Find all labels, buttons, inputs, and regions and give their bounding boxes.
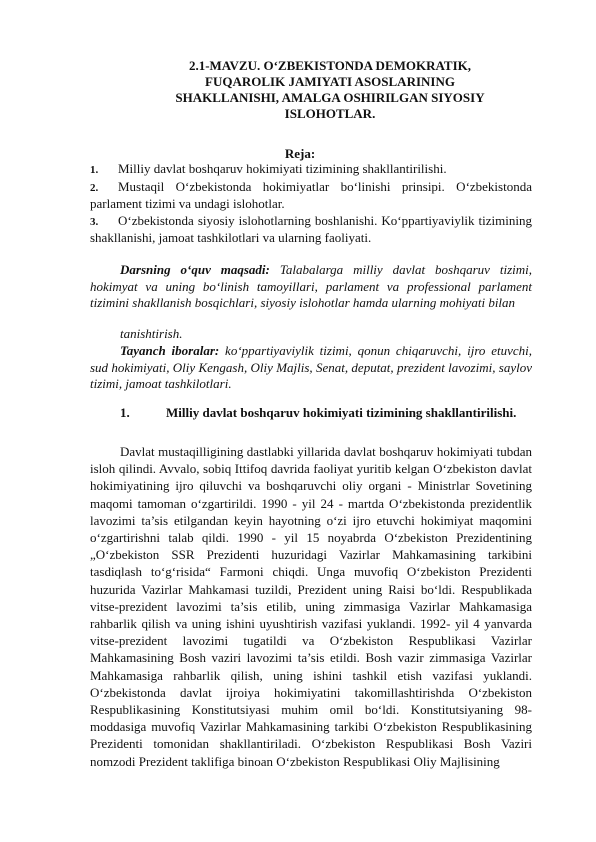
- plan-item-text: Milliy davlat boshqaruv hokimiyati tizimining shakllantirilishi.: [118, 161, 447, 176]
- key-terms: [90, 343, 532, 393]
- section-title: Milliy davlat boshqaruv hokimiyati tizimining shakllantirilishi.: [166, 405, 517, 420]
- plan-heading: Reja:: [284, 146, 316, 161]
- title-line-4: ISLOHOTLAR.: [284, 106, 376, 121]
- plan-item-text: Mustaqil O‘zbekistonda hokimiyatlar bo‘linishi prinsipi. O‘zbekistonda parlament tizimi va undagi islohotlar.: [90, 178, 532, 211]
- title-line-1: 2.1-MAVZU. O‘ZBEKISTONDA DEMOKRATIK,: [188, 58, 472, 73]
- plan-item-number: 2.: [90, 181, 99, 194]
- plan-item: [90, 179, 532, 213]
- title-line-3: SHAKLLANISHI, AMALGA OSHIRILGAN SIYOSIY: [175, 90, 485, 105]
- section-number: 1.: [120, 405, 130, 420]
- key-terms-label: Tayanch iboralar:: [120, 343, 220, 358]
- learning-goal-label: Darsning o‘quv maqsadi:: [120, 262, 270, 277]
- plan-item-text: O‘zbekistonda siyosiy islohotlarning boshlanishi. Ko‘ppartiyaviylik tizimining shakllanishi, jamoat tashkilotlari va ularning faoliyati.: [90, 212, 532, 245]
- learning-goal: [90, 262, 532, 312]
- learning-goal-tail: tanishtirish.: [120, 326, 183, 341]
- topic-title: [160, 58, 500, 122]
- plan-item: [90, 161, 532, 179]
- learning-goal-text: Talabalarga milliy davlat boshqaruv tizimi, hokimyat va uning bo‘linish tamoyillari, parlament va professional parlament tizimini shakllanish bosqichlari, siyosiy islohotlar hamda ularning mohiyati bilan: [90, 262, 533, 310]
- plan-item-number: 1.: [90, 164, 99, 176]
- plan-item-number: 3.: [90, 215, 99, 228]
- key-terms-text: ko‘ppartiyaviylik tizimi, qonun chiqaruvchi, ijro etuvchi, sud hokimiyati, Oliy Kengash, Oliy Majlis, Senat, deputat, prezident lavozimi, saylov tizimi, jamoat tashkilotlari.: [90, 343, 532, 391]
- title-line-2: FUQAROLIK JAMIYATI ASOSLARINING: [205, 74, 455, 89]
- section-heading: [120, 405, 550, 421]
- body-paragraph: Davlat mustaqilligining dastlabki yillarida davlat boshqaruv hokimiyati tubdan isloh qilindi. Avvalo, sobiq Ittifoq davrida faoliyat yuritib kelgan O‘zbekiston davlat hokimiyatining ijro qiluvchi va boshqaruvchi oliy organi - Ministrlar Sovetining maqomi tamoman o‘zgartirildi. 1990 - yil 24 - martda O‘zbekistonda prezidentlik lavozimi ta’sis etilgandan keyin hayotning o‘zi ijro etuvchi hokimiyat maqomini o‘zgartirishni talab qildi. 1990 - yil 15 noyabrda O‘zbekiston Prezidentining „O‘zbekiston SSR Prezidenti huzuridagi Vazirlar Mahkamasining tarkibini tasdiqlash to‘g‘risida“ Farmoni chiqdi. Unga muvofiq O‘zbekiston Prezidenti huzurida Vazirlar Mahkamasi tuzildi, Prezident uning Raisi bo‘ldi. Respublikada vitse-prezident lavozimi ta’sis etilib, uning zimmasiga Vazirlar Mahkamasiga rahbarlik qilish va uning ishini uyushtirish vazifasi yuklandi. 1992- yil 4 yanvarda vitse-prezident lavozimi tugatildi va O‘zbekiston Respublikasi Vazirlar Mahkamasining Bosh vaziri lavozimi ta’sis etildi. Bosh vazir zimmasiga Vazirlar Mahkamasiga rahbarlik qilish, uning ishini tashkil etish vazifasi yuklandi. O‘zbekistonda davlat ijroiya hokimiyatini takomillashtirishda O‘zbekiston Respublikasining Konstitutsiyasi muhim omil bo‘ldi. Konstitutsiyaning 98-moddasiga muvofiq Vazirlar Mahkamasining tarkibi O‘zbekiston Respublikasining Prezidenti tomonidan shakllantiriladi. O‘zbekiston Respublikasi Bosh Vaziri nomzodi Prezident taklifiga binoan O‘zbekiston Respublikasi Oliy Majlisining: [90, 444, 532, 769]
- plan-item: [90, 213, 532, 247]
- plan-list: [90, 161, 532, 247]
